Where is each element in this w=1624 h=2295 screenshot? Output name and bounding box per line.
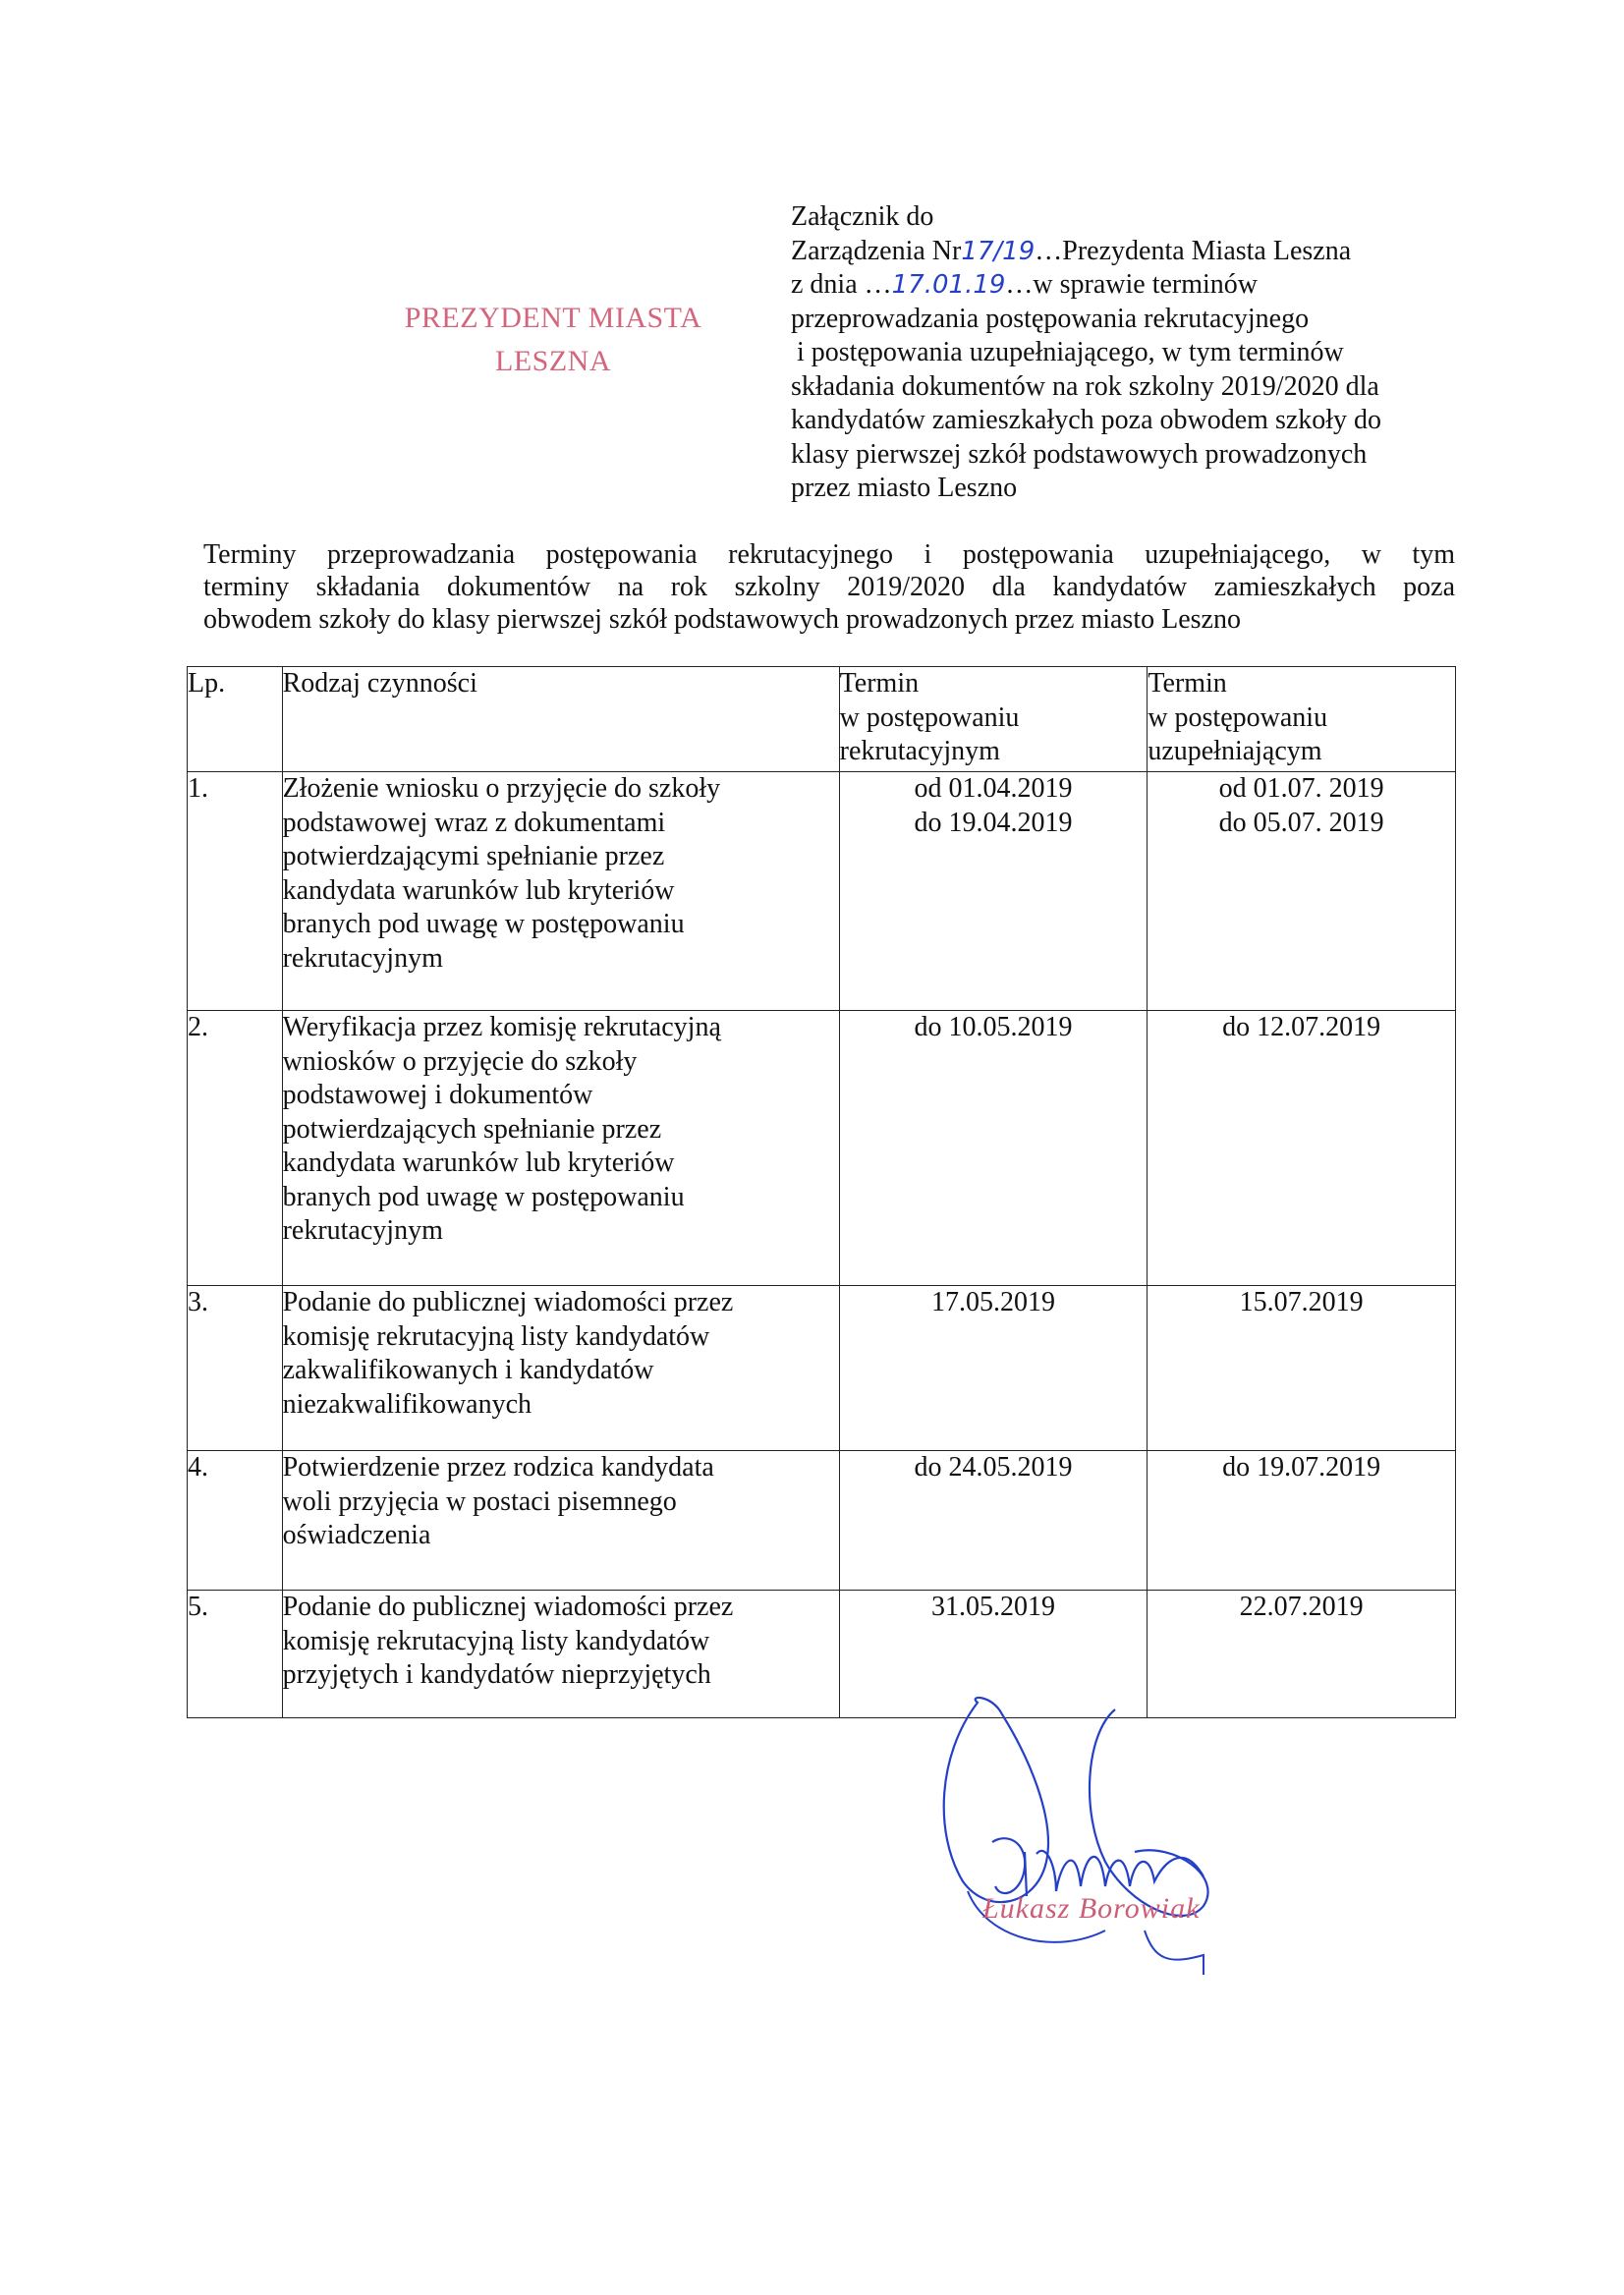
row-description: Podanie do publicznej wiadomości przez komisję rekrutacyjną listy kandydatów przyjętych i kandydatów nieprzyjętych [282, 1591, 839, 1718]
row-date-rekrutacyjny: 31.05.2019 [839, 1591, 1148, 1718]
handwritten-date: 17.01.19 [891, 270, 1006, 300]
row-date-uzupelniajacy: do 19.07.2019 [1148, 1451, 1456, 1591]
heading-line-2: terminy składania dokumentów na rok szkolny 2019/2020 dla kandydatów zamieszkałych poza [203, 572, 1455, 602]
table-row [188, 1011, 1456, 1286]
attachment-line-5: i postępowania uzupełniającego, w tym terminów [797, 337, 1344, 367]
row-date-uzupelniajacy: do 12.07.2019 [1148, 1011, 1456, 1286]
attachment-note [791, 200, 1479, 506]
row-date-rekrutacyjny: 17.05.2019 [839, 1286, 1148, 1451]
table-row [188, 1286, 1456, 1451]
stamp-line-2: LESZNA [495, 345, 611, 377]
attachment-line-2: Zarządzenia Nr17/19…Prezydenta Miasta Leszna [791, 235, 1352, 266]
row-date-rekrutacyjny: do 24.05.2019 [839, 1451, 1148, 1591]
row-number: 5. [188, 1591, 283, 1718]
row-number: 2. [188, 1011, 283, 1286]
row-date-uzupelniajacy: od 01.07. 2019 do 05.07. 2019 [1148, 772, 1456, 1011]
attachment-line-1: Załącznik do [791, 201, 934, 232]
table-row [188, 1451, 1456, 1591]
attachment-line-3: z dnia …17.01.19…w sprawie terminów [791, 269, 1259, 300]
stamp-line-1: PREZYDENT MIASTA [404, 302, 702, 334]
header-rodzaj: Rodzaj czynności [282, 667, 839, 772]
handwritten-number: 17/19 [961, 236, 1036, 266]
header-lp: Lp. [188, 667, 283, 772]
official-stamp [381, 297, 725, 383]
row-description: Złożenie wniosku o przyjęcie do szkoły podstawowej wraz z dokumentami potwierdzającymi spełnianie przez kandydata warunków lub kryteriów branych pod uwagę w postępowaniu rekrutacyjnym [282, 772, 839, 1011]
attachment-line-8: klasy pierwszej szkół podstawowych prowadzonych [791, 438, 1368, 470]
attachment-line-7: kandydatów zamieszkałych poza obwodem szkoły do [791, 405, 1382, 435]
row-date-rekrutacyjny: do 10.05.2019 [839, 1011, 1148, 1286]
heading-line-1: Terminy przeprowadzania postępowania rekrutacyjnego i postępowania uzupełniającego, w tym [203, 539, 1455, 570]
row-date-uzupelniajacy: 22.07.2019 [1148, 1591, 1456, 1718]
document-heading [203, 538, 1455, 636]
heading-line-3: obwodem szkoły do klasy pierwszej szkół podstawowych prowadzonych przez miasto Leszno [203, 604, 1241, 635]
row-number: 3. [188, 1286, 283, 1451]
row-number: 1. [188, 772, 283, 1011]
attachment-line-6: składania dokumentów na rok szkolny 2019/2020 dla [791, 370, 1379, 402]
row-number: 4. [188, 1451, 283, 1591]
row-description: Potwierdzenie przez rodzica kandydata woli przyjęcia w postaci pisemnego oświadczenia [282, 1451, 839, 1591]
header-uzupelniajacy: Termin w postępowaniu uzupełniającym [1148, 667, 1456, 772]
attachment-line-9: przez miasto Leszno [791, 473, 1018, 503]
schedule-table [187, 666, 1456, 1718]
handwritten-signature [909, 1695, 1302, 1980]
signature-name-stamp: Łukasz Borowiak [982, 1892, 1201, 1925]
row-date-rekrutacyjny: od 01.04.2019 do 19.04.2019 [839, 772, 1148, 1011]
row-date-uzupelniajacy: 15.07.2019 [1148, 1286, 1456, 1451]
row-description: Podanie do publicznej wiadomości przez komisję rekrutacyjną listy kandydatów zakwalifikowanych i kandydatów niezakwalifikowanych [282, 1286, 839, 1451]
header-rekrutacyjny: Termin w postępowaniu rekrutacyjnym [839, 667, 1148, 772]
attachment-line-4: przeprowadzania postępowania rekrutacyjnego [791, 303, 1310, 334]
table-header-row [188, 667, 1456, 772]
row-description: Weryfikacja przez komisję rekrutacyjną wniosków o przyjęcie do szkoły podstawowej i dokumentów potwierdzających spełnianie przez kandydata warunków lub kryteriów branych pod uwagę w postępowaniu rekrutacyjnym [282, 1011, 839, 1286]
table-row [188, 772, 1456, 1011]
